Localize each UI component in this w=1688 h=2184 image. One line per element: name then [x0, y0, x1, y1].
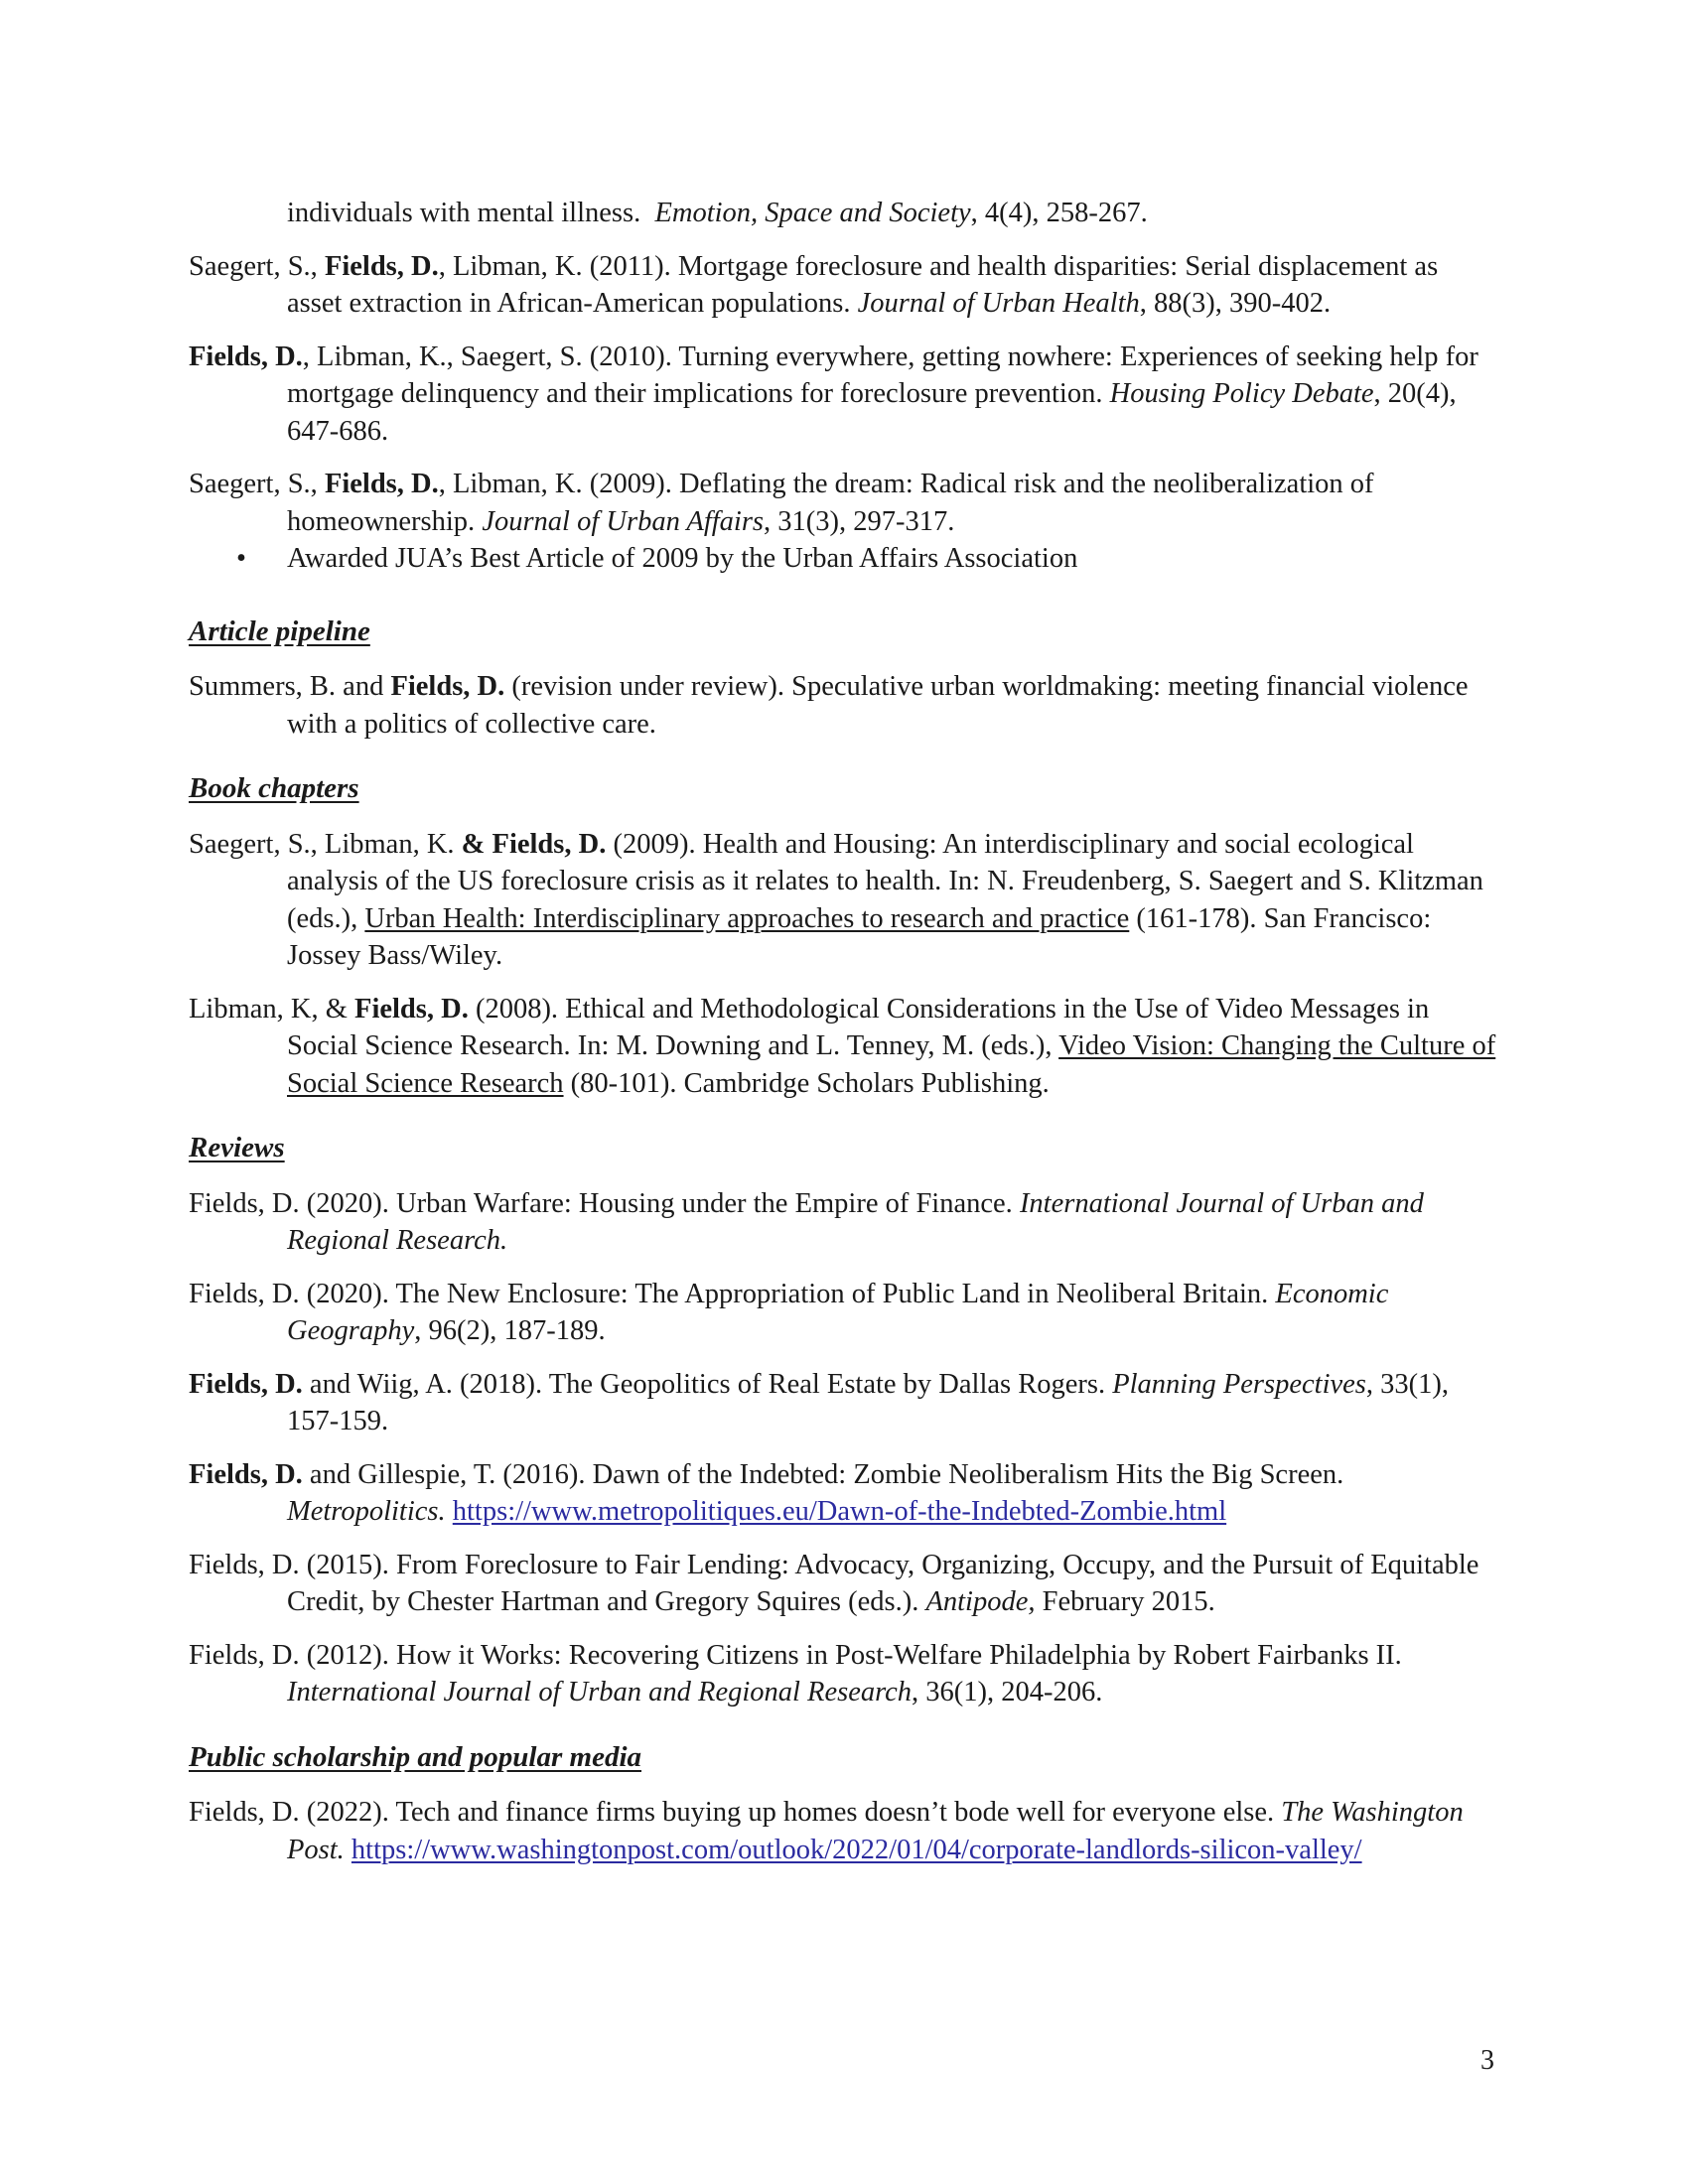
journal-name: Antipode,: [925, 1586, 1036, 1617]
washington-post-link[interactable]: https://www.washingtonpost.com/outlook/2022/01/04/corporate-landlords-silicon-valley/: [351, 1834, 1362, 1865]
section-heading-reviews: Reviews: [189, 1132, 285, 1163]
review-citation: Fields, D. and Gillespie, T. (2016). Dawn of the Indebted: Zombie Neoliberalism Hits the Big Screen. Metropolitics. https://www.metropolitiques.eu/Dawn-of-the-Indebted-Zombie.html: [189, 1458, 1344, 1527]
author-highlight: Fields, D.: [189, 1458, 303, 1490]
article-citation: Fields, D., Libman, K., Saegert, S. (2010). Turning everywhere, getting nowhere: Experiences of seeking help for mortgage delinquency and their implications for foreclosure prevention. Housing Policy Debate, 20(4), 647-686.: [189, 341, 1478, 447]
article-citation: Saegert, S., Fields, D., Libman, K. (2009). Deflating the dream: Radical risk and the neoliberalization of homeownership. Journal of Urban Affairs, 31(3), 297-317.: [189, 469, 1374, 537]
journal-name: Economic Geography: [287, 1278, 1389, 1346]
journal-name: Housing Policy Debate: [1109, 378, 1374, 409]
book-title: Urban Health: Interdisciplinary approaches to research and practice: [364, 902, 1130, 934]
review-citation: Fields, D. (2020). Urban Warfare: Housing under the Empire of Finance. International Journal of Urban and Regional Research.: [189, 1187, 1424, 1256]
cv-page: [189, 195, 1499, 1884]
chapter-citation: Saegert, S., Libman, K. & Fields, D. (2009). Health and Housing: An interdisciplinary and social ecological analysis of the US foreclosure crisis as it relates to health. In: N. Freudenberg, S. Saegert and S. Klitzman (eds.), Urban Health: Interdisciplinary approaches to research and practice (161-178). San Francisco: Jossey Bass/Wiley.: [189, 828, 1483, 971]
author-highlight: Fields, D.: [324, 469, 439, 499]
journal-name: Metropolitics.: [287, 1496, 446, 1527]
review-citation: Fields, D. (2020). The New Enclosure: The Appropriation of Public Land in Neoliberal Britain. Economic Geography, 96(2), 187-189.: [189, 1278, 1389, 1346]
page-number: 3: [1480, 2045, 1494, 2076]
section-heading-article-pipeline: Article pipeline: [189, 614, 370, 647]
journal-name: Journal of Urban Health: [857, 288, 1140, 319]
section-heading-book-chapters: Book chapters: [189, 772, 359, 804]
award-list: [189, 540, 1499, 578]
award-item: • Awarded JUA’s Best Article of 2009 by the Urban Affairs Association: [189, 540, 1499, 578]
journal-name: Planning Perspectives: [1112, 1368, 1366, 1400]
continued-citation: [189, 195, 1499, 232]
publication-name: The Washington Post.: [287, 1797, 1464, 1865]
media-citation: Fields, D. (2022). Tech and finance firms buying up homes doesn’t bode well for everyone else. The Washington Post. https://www.washingtonpost.com/outlook/2022/01/04/corporate-landlords-silicon-valley/: [189, 1797, 1464, 1865]
chapter-citation: Libman, K, & Fields, D. (2008). Ethical and Methodological Considerations in the Use of Video Messages in Social Science Research. In: M. Downing and L. Tenney, M. (eds.), Video Vision: Changing the Culture of Social Science Research (80-101). Cambridge Scholars Publishing.: [189, 993, 1496, 1099]
section-heading-public-scholarship: Public scholarship and popular media: [189, 1740, 642, 1773]
author-highlight: Fields, D.: [189, 1368, 303, 1400]
citation-details: , 4(4), 258-267.: [970, 198, 1148, 228]
author-highlight: & Fields, D.: [461, 828, 607, 860]
author-highlight: Fields, D.: [390, 671, 505, 702]
journal-name: Emotion, Space and Society: [654, 198, 971, 228]
author-highlight: Fields, D.: [324, 250, 439, 282]
journal-name: International Journal of Urban and Regional Research.: [287, 1187, 1424, 1256]
review-citation: Fields, D. (2012). How it Works: Recovering Citizens in Post-Welfare Philadelphia by Robert Fairbanks II. International Journal of Urban and Regional Research, 36(1), 204-206.: [189, 1639, 1402, 1707]
journal-name: Journal of Urban Affairs: [482, 505, 765, 537]
journal-name: International Journal of Urban and Regional Research: [287, 1677, 913, 1707]
review-citation: Fields, D. (2015). From Foreclosure to Fair Lending: Advocacy, Organizing, Occupy, and the Pursuit of Equitable Credit, by Chester Hartman and Gregory Squires (eds.). Antipode, February 2015.: [189, 1549, 1479, 1617]
metropolitics-link[interactable]: https://www.metropolitiques.eu/Dawn-of-the-Indebted-Zombie.html: [452, 1496, 1227, 1527]
pipeline-citation: Summers, B. and Fields, D. (revision under review). Speculative urban worldmaking: meeting financial violence with a politics of collective care.: [189, 671, 1469, 740]
book-title: Video Vision: Changing the Culture of Social Science Research: [287, 1030, 1496, 1099]
citation-text: individuals with mental illness.: [287, 198, 641, 228]
article-citation: Saegert, S., Fields, D., Libman, K. (2011). Mortgage foreclosure and health disparities: Serial displacement as asset extraction in African-American populations. Journal of Urban Health, 88(3), 390-402.: [189, 250, 1439, 319]
review-citation: Fields, D. and Wiig, A. (2018). The Geopolitics of Real Estate by Dallas Rogers. Planning Perspectives, 33(1), 157-159.: [189, 1368, 1449, 1436]
author-highlight: Fields, D.: [189, 341, 303, 372]
author-highlight: Fields, D.: [354, 993, 469, 1024]
